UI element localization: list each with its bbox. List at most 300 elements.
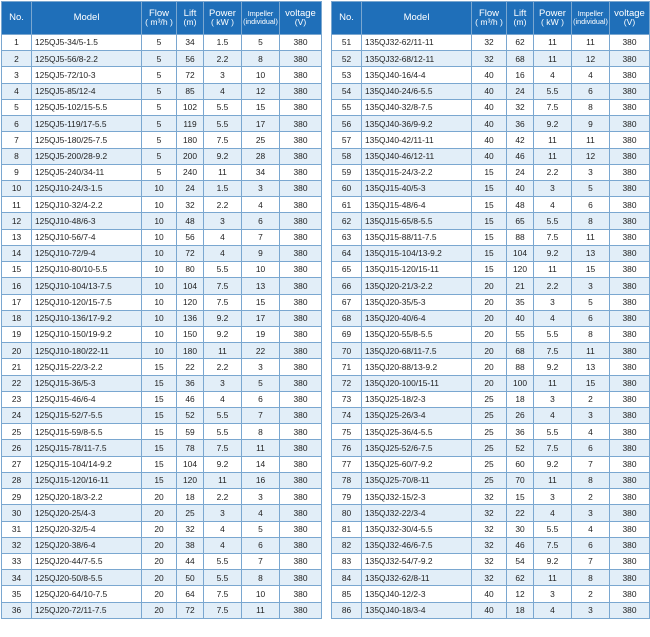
cell-impeller: 4 bbox=[572, 67, 610, 83]
cell-model: 125QJ15-46/6-4 bbox=[32, 391, 142, 407]
cell-impeller: 6 bbox=[242, 391, 280, 407]
cell-model: 125QJ5-72/10-3 bbox=[32, 67, 142, 83]
table-row bbox=[2, 278, 322, 294]
cell-voltage: 380 bbox=[280, 278, 322, 294]
cell-voltage: 380 bbox=[610, 164, 650, 180]
table-row bbox=[332, 456, 650, 472]
cell-model: 135QJ40-16/4-4 bbox=[362, 67, 472, 83]
table-row bbox=[2, 213, 322, 229]
table-row bbox=[332, 326, 650, 342]
cell-impeller: 22 bbox=[242, 343, 280, 359]
table-row bbox=[2, 326, 322, 342]
cell-impeller: 11 bbox=[572, 35, 610, 51]
cell-model: 125QJ5-56/8-2.2 bbox=[32, 51, 142, 67]
cell-lift: 55 bbox=[507, 326, 534, 342]
cell-power: 7.5 bbox=[534, 537, 572, 553]
cell-no: 82 bbox=[332, 537, 362, 553]
cell-lift: 104 bbox=[177, 456, 204, 472]
cell-impeller: 6 bbox=[572, 310, 610, 326]
cell-voltage: 380 bbox=[610, 278, 650, 294]
cell-impeller: 15 bbox=[242, 99, 280, 115]
table-row bbox=[332, 554, 650, 570]
cell-voltage: 380 bbox=[280, 537, 322, 553]
cell-no: 72 bbox=[332, 375, 362, 391]
cell-lift: 62 bbox=[507, 35, 534, 51]
cell-voltage: 380 bbox=[280, 83, 322, 99]
cell-no: 54 bbox=[332, 83, 362, 99]
cell-power: 4 bbox=[204, 537, 242, 553]
cell-flow: 5 bbox=[142, 99, 177, 115]
table-row bbox=[2, 99, 322, 115]
cell-impeller: 11 bbox=[572, 132, 610, 148]
cell-no: 52 bbox=[332, 51, 362, 67]
cell-lift: 21 bbox=[507, 278, 534, 294]
cell-voltage: 380 bbox=[610, 505, 650, 521]
cell-model: 135QJ20-88/13-9.2 bbox=[362, 359, 472, 375]
cell-flow: 40 bbox=[472, 99, 507, 115]
cell-flow: 20 bbox=[472, 343, 507, 359]
cell-flow: 5 bbox=[142, 51, 177, 67]
cell-power: 3 bbox=[204, 505, 242, 521]
cell-power: 7.5 bbox=[534, 343, 572, 359]
cell-flow: 15 bbox=[142, 440, 177, 456]
cell-voltage: 380 bbox=[280, 213, 322, 229]
cell-impeller: 8 bbox=[572, 472, 610, 488]
cell-model: 135QJ20-55/8-5.5 bbox=[362, 326, 472, 342]
cell-model: 125QJ15-59/8-5.5 bbox=[32, 424, 142, 440]
cell-lift: 44 bbox=[177, 554, 204, 570]
cell-no: 16 bbox=[2, 278, 32, 294]
cell-impeller: 2 bbox=[572, 489, 610, 505]
cell-power: 3 bbox=[534, 489, 572, 505]
cell-model: 135QJ40-46/12-11 bbox=[362, 148, 472, 164]
cell-flow: 15 bbox=[472, 213, 507, 229]
cell-power: 5.5 bbox=[534, 213, 572, 229]
cell-model: 125QJ5-102/15-5.5 bbox=[32, 99, 142, 115]
cell-power: 7.5 bbox=[204, 132, 242, 148]
table-row bbox=[2, 262, 322, 278]
cell-flow: 10 bbox=[142, 229, 177, 245]
table-row bbox=[332, 570, 650, 586]
cell-flow: 20 bbox=[472, 326, 507, 342]
cell-impeller: 6 bbox=[242, 537, 280, 553]
cell-no: 60 bbox=[332, 180, 362, 196]
cell-voltage: 380 bbox=[610, 424, 650, 440]
table-row bbox=[332, 148, 650, 164]
cell-no: 10 bbox=[2, 180, 32, 196]
cell-voltage: 380 bbox=[280, 116, 322, 132]
cell-voltage: 380 bbox=[280, 602, 322, 618]
cell-impeller: 15 bbox=[572, 375, 610, 391]
table-row bbox=[332, 440, 650, 456]
cell-no: 31 bbox=[2, 521, 32, 537]
table-row bbox=[332, 586, 650, 602]
cell-model: 125QJ10-56/7-4 bbox=[32, 229, 142, 245]
cell-flow: 15 bbox=[472, 197, 507, 213]
cell-impeller: 12 bbox=[242, 83, 280, 99]
cell-voltage: 380 bbox=[280, 35, 322, 51]
cell-lift: 15 bbox=[507, 489, 534, 505]
col-header-voltage: voltage (V) bbox=[610, 2, 650, 35]
cell-model: 135QJ15-40/5-3 bbox=[362, 180, 472, 196]
table-row bbox=[2, 116, 322, 132]
cell-no: 78 bbox=[332, 472, 362, 488]
cell-voltage: 380 bbox=[280, 424, 322, 440]
table-row bbox=[2, 408, 322, 424]
cell-no: 36 bbox=[2, 602, 32, 618]
cell-no: 30 bbox=[2, 505, 32, 521]
cell-impeller: 34 bbox=[242, 164, 280, 180]
cell-power: 9.2 bbox=[204, 310, 242, 326]
col-header-model: Model bbox=[32, 2, 142, 35]
table-row bbox=[332, 67, 650, 83]
col-header-no: No. bbox=[332, 2, 362, 35]
cell-model: 125QJ10-80/10-5.5 bbox=[32, 262, 142, 278]
cell-lift: 46 bbox=[177, 391, 204, 407]
cell-no: 11 bbox=[2, 197, 32, 213]
cell-power: 3 bbox=[204, 213, 242, 229]
cell-flow: 20 bbox=[472, 310, 507, 326]
col-header-impeller: Impeller (individual) bbox=[242, 2, 280, 35]
cell-no: 19 bbox=[2, 326, 32, 342]
cell-impeller: 8 bbox=[572, 326, 610, 342]
cell-model: 135QJ32-68/12-11 bbox=[362, 51, 472, 67]
cell-voltage: 380 bbox=[610, 83, 650, 99]
cell-lift: 22 bbox=[507, 505, 534, 521]
cell-lift: 52 bbox=[507, 440, 534, 456]
cell-no: 79 bbox=[332, 489, 362, 505]
col-header-impeller: Impeller (individual) bbox=[572, 2, 610, 35]
cell-lift: 36 bbox=[507, 424, 534, 440]
cell-voltage: 380 bbox=[610, 326, 650, 342]
cell-flow: 10 bbox=[142, 343, 177, 359]
table-row bbox=[2, 51, 322, 67]
cell-lift: 62 bbox=[507, 570, 534, 586]
col-header-no: No. bbox=[2, 2, 32, 35]
cell-impeller: 3 bbox=[242, 359, 280, 375]
cell-impeller: 4 bbox=[572, 424, 610, 440]
cell-lift: 36 bbox=[177, 375, 204, 391]
cell-voltage: 380 bbox=[280, 310, 322, 326]
cell-impeller: 4 bbox=[242, 505, 280, 521]
cell-no: 76 bbox=[332, 440, 362, 456]
cell-voltage: 380 bbox=[610, 343, 650, 359]
cell-voltage: 380 bbox=[610, 148, 650, 164]
cell-impeller: 3 bbox=[242, 180, 280, 196]
table-row bbox=[2, 505, 322, 521]
table-row bbox=[332, 132, 650, 148]
table-row bbox=[2, 521, 322, 537]
cell-flow: 20 bbox=[472, 375, 507, 391]
cell-lift: 56 bbox=[177, 51, 204, 67]
cell-impeller: 7 bbox=[572, 554, 610, 570]
cell-flow: 15 bbox=[142, 424, 177, 440]
table-row bbox=[2, 197, 322, 213]
cell-impeller: 3 bbox=[572, 278, 610, 294]
cell-model: 125QJ20-38/6-4 bbox=[32, 537, 142, 553]
cell-no: 53 bbox=[332, 67, 362, 83]
cell-impeller: 3 bbox=[572, 408, 610, 424]
cell-power: 3 bbox=[534, 294, 572, 310]
cell-voltage: 380 bbox=[280, 472, 322, 488]
cell-flow: 32 bbox=[472, 35, 507, 51]
cell-model: 135QJ25-70/8-11 bbox=[362, 472, 472, 488]
cell-impeller: 2 bbox=[572, 586, 610, 602]
cell-lift: 119 bbox=[177, 116, 204, 132]
cell-lift: 65 bbox=[507, 213, 534, 229]
cell-power: 7.5 bbox=[204, 440, 242, 456]
cell-lift: 30 bbox=[507, 521, 534, 537]
table-row bbox=[2, 245, 322, 261]
cell-flow: 10 bbox=[142, 310, 177, 326]
table-row bbox=[2, 359, 322, 375]
cell-power: 4 bbox=[534, 505, 572, 521]
cell-lift: 200 bbox=[177, 148, 204, 164]
cell-model: 135QJ20-68/11-7.5 bbox=[362, 343, 472, 359]
cell-impeller: 8 bbox=[242, 51, 280, 67]
cell-no: 15 bbox=[2, 262, 32, 278]
cell-voltage: 380 bbox=[610, 570, 650, 586]
cell-lift: 52 bbox=[177, 408, 204, 424]
cell-no: 59 bbox=[332, 164, 362, 180]
table-row bbox=[2, 554, 322, 570]
cell-voltage: 380 bbox=[610, 521, 650, 537]
pump-spec-table-left bbox=[1, 1, 322, 619]
cell-flow: 15 bbox=[472, 164, 507, 180]
cell-flow: 20 bbox=[472, 359, 507, 375]
cell-flow: 32 bbox=[472, 505, 507, 521]
cell-lift: 102 bbox=[177, 99, 204, 115]
cell-flow: 5 bbox=[142, 148, 177, 164]
table-row bbox=[332, 472, 650, 488]
cell-impeller: 13 bbox=[572, 245, 610, 261]
table-row bbox=[2, 375, 322, 391]
cell-impeller: 11 bbox=[572, 229, 610, 245]
cell-model: 135QJ25-36/4-5.5 bbox=[362, 424, 472, 440]
cell-power: 11 bbox=[534, 148, 572, 164]
cell-power: 7.5 bbox=[204, 602, 242, 618]
cell-flow: 32 bbox=[472, 570, 507, 586]
cell-no: 64 bbox=[332, 245, 362, 261]
cell-impeller: 8 bbox=[572, 213, 610, 229]
cell-flow: 20 bbox=[472, 294, 507, 310]
cell-no: 58 bbox=[332, 148, 362, 164]
cell-no: 67 bbox=[332, 294, 362, 310]
cell-voltage: 380 bbox=[610, 180, 650, 196]
cell-flow: 40 bbox=[472, 67, 507, 83]
col-header-power: Power ( kW ) bbox=[204, 2, 242, 35]
cell-flow: 5 bbox=[142, 116, 177, 132]
cell-power: 2.2 bbox=[534, 278, 572, 294]
cell-power: 7.5 bbox=[534, 99, 572, 115]
cell-power: 7.5 bbox=[534, 229, 572, 245]
cell-power: 4 bbox=[534, 408, 572, 424]
cell-voltage: 380 bbox=[610, 440, 650, 456]
cell-model: 135QJ15-120/15-11 bbox=[362, 262, 472, 278]
cell-flow: 20 bbox=[472, 278, 507, 294]
cell-lift: 46 bbox=[507, 537, 534, 553]
cell-impeller: 15 bbox=[242, 294, 280, 310]
cell-model: 125QJ10-136/17-9.2 bbox=[32, 310, 142, 326]
table-row bbox=[332, 521, 650, 537]
table-row bbox=[332, 213, 650, 229]
cell-power: 5.5 bbox=[534, 521, 572, 537]
cell-power: 11 bbox=[534, 570, 572, 586]
cell-no: 27 bbox=[2, 456, 32, 472]
cell-impeller: 28 bbox=[242, 148, 280, 164]
cell-impeller: 17 bbox=[242, 116, 280, 132]
cell-voltage: 380 bbox=[610, 132, 650, 148]
cell-model: 135QJ40-24/6-5.5 bbox=[362, 83, 472, 99]
cell-voltage: 380 bbox=[610, 554, 650, 570]
cell-voltage: 380 bbox=[280, 229, 322, 245]
cell-impeller: 11 bbox=[242, 602, 280, 618]
cell-power: 4 bbox=[534, 197, 572, 213]
cell-impeller: 17 bbox=[242, 310, 280, 326]
cell-model: 135QJ25-18/2-3 bbox=[362, 391, 472, 407]
cell-model: 125QJ20-18/3-2.2 bbox=[32, 489, 142, 505]
cell-voltage: 380 bbox=[280, 294, 322, 310]
table-row bbox=[332, 294, 650, 310]
table-row bbox=[2, 343, 322, 359]
cell-model: 125QJ10-150/19-9.2 bbox=[32, 326, 142, 342]
cell-flow: 15 bbox=[472, 262, 507, 278]
cell-lift: 42 bbox=[507, 132, 534, 148]
cell-power: 11 bbox=[204, 472, 242, 488]
cell-flow: 10 bbox=[142, 180, 177, 196]
cell-flow: 15 bbox=[472, 180, 507, 196]
cell-model: 125QJ10-180/22-11 bbox=[32, 343, 142, 359]
cell-no: 3 bbox=[2, 67, 32, 83]
cell-no: 32 bbox=[2, 537, 32, 553]
cell-voltage: 380 bbox=[280, 164, 322, 180]
cell-power: 11 bbox=[534, 472, 572, 488]
cell-model: 125QJ5-180/25-7.5 bbox=[32, 132, 142, 148]
cell-power: 2.2 bbox=[204, 489, 242, 505]
table-row bbox=[332, 35, 650, 51]
table-row bbox=[332, 278, 650, 294]
cell-impeller: 7 bbox=[572, 456, 610, 472]
cell-power: 2.2 bbox=[204, 197, 242, 213]
cell-power: 11 bbox=[534, 262, 572, 278]
cell-power: 5.5 bbox=[204, 424, 242, 440]
cell-power: 11 bbox=[534, 51, 572, 67]
table-row bbox=[332, 424, 650, 440]
cell-no: 83 bbox=[332, 554, 362, 570]
cell-voltage: 380 bbox=[610, 51, 650, 67]
cell-model: 125QJ10-32/4-2.2 bbox=[32, 197, 142, 213]
table-row bbox=[2, 489, 322, 505]
cell-lift: 78 bbox=[177, 440, 204, 456]
table-row bbox=[332, 489, 650, 505]
cell-flow: 20 bbox=[142, 505, 177, 521]
cell-voltage: 380 bbox=[280, 521, 322, 537]
cell-impeller: 8 bbox=[572, 99, 610, 115]
cell-model: 125QJ10-48/6-3 bbox=[32, 213, 142, 229]
cell-power: 4 bbox=[534, 310, 572, 326]
cell-impeller: 4 bbox=[242, 197, 280, 213]
cell-lift: 32 bbox=[507, 99, 534, 115]
cell-lift: 104 bbox=[507, 245, 534, 261]
col-header-power: Power ( kW ) bbox=[534, 2, 572, 35]
cell-power: 1.5 bbox=[204, 35, 242, 51]
cell-impeller: 12 bbox=[572, 51, 610, 67]
table-row bbox=[332, 408, 650, 424]
cell-lift: 80 bbox=[177, 262, 204, 278]
cell-impeller: 9 bbox=[242, 245, 280, 261]
cell-lift: 22 bbox=[177, 359, 204, 375]
cell-voltage: 380 bbox=[280, 51, 322, 67]
cell-voltage: 380 bbox=[610, 586, 650, 602]
cell-no: 84 bbox=[332, 570, 362, 586]
cell-power: 9.2 bbox=[534, 554, 572, 570]
cell-power: 2.2 bbox=[204, 359, 242, 375]
cell-lift: 48 bbox=[507, 197, 534, 213]
col-header-lift: Lift (m) bbox=[177, 2, 204, 35]
cell-lift: 68 bbox=[507, 343, 534, 359]
cell-impeller: 11 bbox=[242, 440, 280, 456]
cell-lift: 68 bbox=[507, 51, 534, 67]
cell-flow: 32 bbox=[472, 521, 507, 537]
cell-no: 65 bbox=[332, 262, 362, 278]
cell-no: 14 bbox=[2, 245, 32, 261]
table-row bbox=[332, 180, 650, 196]
table-row bbox=[332, 537, 650, 553]
header-row bbox=[332, 2, 650, 35]
cell-impeller: 19 bbox=[242, 326, 280, 342]
table-row bbox=[2, 310, 322, 326]
cell-impeller: 10 bbox=[242, 67, 280, 83]
cell-no: 1 bbox=[2, 35, 32, 51]
cell-no: 62 bbox=[332, 213, 362, 229]
cell-flow: 10 bbox=[142, 262, 177, 278]
table-row bbox=[2, 294, 322, 310]
cell-no: 22 bbox=[2, 375, 32, 391]
cell-flow: 32 bbox=[472, 489, 507, 505]
cell-lift: 59 bbox=[177, 424, 204, 440]
cell-model: 135QJ32-22/3-4 bbox=[362, 505, 472, 521]
cell-model: 135QJ20-21/3-2.2 bbox=[362, 278, 472, 294]
cell-no: 66 bbox=[332, 278, 362, 294]
cell-impeller: 10 bbox=[242, 262, 280, 278]
cell-voltage: 380 bbox=[280, 408, 322, 424]
table-row bbox=[332, 197, 650, 213]
cell-no: 51 bbox=[332, 35, 362, 51]
cell-model: 135QJ25-26/3-4 bbox=[362, 408, 472, 424]
table-row bbox=[2, 424, 322, 440]
cell-model: 125QJ15-22/3-2.2 bbox=[32, 359, 142, 375]
cell-model: 135QJ32-15/2-3 bbox=[362, 489, 472, 505]
cell-voltage: 380 bbox=[610, 262, 650, 278]
cell-power: 3 bbox=[534, 180, 572, 196]
cell-lift: 38 bbox=[177, 537, 204, 553]
cell-power: 2.2 bbox=[204, 51, 242, 67]
cell-flow: 40 bbox=[472, 116, 507, 132]
cell-lift: 35 bbox=[507, 294, 534, 310]
cell-flow: 25 bbox=[472, 424, 507, 440]
cell-no: 86 bbox=[332, 602, 362, 618]
cell-no: 20 bbox=[2, 343, 32, 359]
cell-model: 125QJ5-240/34-11 bbox=[32, 164, 142, 180]
cell-model: 135QJ32-54/7-9.2 bbox=[362, 554, 472, 570]
header-row bbox=[2, 2, 322, 35]
cell-power: 3 bbox=[204, 67, 242, 83]
cell-impeller: 7 bbox=[242, 229, 280, 245]
cell-flow: 40 bbox=[472, 602, 507, 618]
cell-power: 9.2 bbox=[534, 245, 572, 261]
cell-flow: 15 bbox=[142, 408, 177, 424]
table-row bbox=[2, 456, 322, 472]
